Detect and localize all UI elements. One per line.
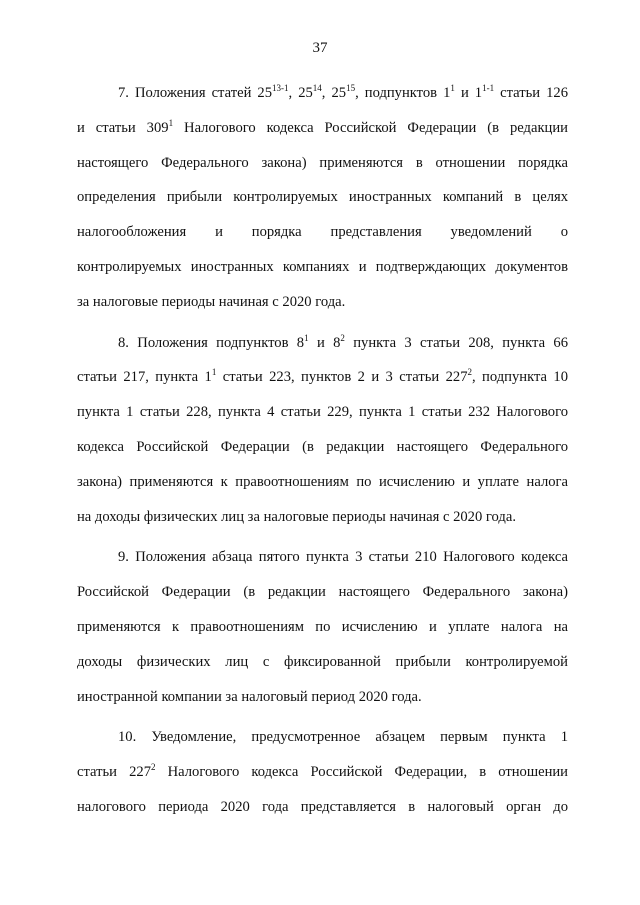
text-run: определения прибыли контролируемых иностранных компаний в целях <box>77 189 568 206</box>
text-run: Российской Федерации (в редакции настоящего Федерального закона) <box>77 584 568 601</box>
text-run: закона) применяются к правоотношениям по исчислению и уплате налога <box>77 473 568 490</box>
text-line <box>77 76 568 111</box>
text-line <box>77 326 568 361</box>
text-run: , подпунктов 1 <box>355 85 451 101</box>
text-line <box>77 790 568 825</box>
text-run: , 25 <box>288 85 313 101</box>
paragraph-9 <box>77 540 568 714</box>
superscript-index: 1 <box>168 117 174 128</box>
text-run: налогового периода 2020 года представляется в налоговый орган до <box>77 798 568 815</box>
text-line <box>77 180 568 215</box>
text-run: 8. Положения подпунктов 8 <box>118 334 305 351</box>
superscript-index: 1 <box>304 332 309 343</box>
text-run: доходы физических лиц с фиксированной прибыли контролируемой <box>77 653 568 670</box>
text-line <box>77 111 568 146</box>
text-line <box>77 610 568 645</box>
text-line <box>77 540 568 575</box>
paragraph-8 <box>77 326 568 535</box>
superscript-index: 1 <box>211 367 217 378</box>
text-run: 10. Уведомление, предусмотренное абзацем первым пункта 1 <box>118 729 568 746</box>
superscript-index: 2 <box>467 367 473 378</box>
text-line <box>77 575 568 610</box>
text-run: пункта 1 статьи 228, пункта 4 статьи 229, пункта 1 статьи 232 Налогового <box>77 404 568 421</box>
text-line <box>77 465 568 500</box>
text-line <box>77 395 568 430</box>
text-run: Налогового кодекса Российской Федерации, в отношении <box>155 764 568 781</box>
text-run: и 1 <box>454 85 483 101</box>
text-line <box>77 645 568 680</box>
paragraph-10 <box>77 720 568 824</box>
superscript-index: 15 <box>346 83 356 93</box>
text-run: 9. Положения абзаца пятого пункта 3 статьи 210 Налогового кодекса <box>118 549 568 566</box>
text-run: , 25 <box>321 85 347 101</box>
text-line <box>77 250 568 285</box>
text-run: пункта 3 статьи 208, пункта 66 <box>344 334 568 351</box>
text-run: применяются к правоотношениям по исчислению и уплате налога на <box>77 618 568 635</box>
text-line <box>77 680 568 715</box>
text-run: статьи 223, пунктов 2 и 3 статьи 227 <box>216 369 468 386</box>
superscript-index: 13-1 <box>272 83 289 93</box>
text-run: контролируемых иностранных компаниях и подтверждающих документов <box>77 258 568 275</box>
paragraph-7 <box>77 76 568 320</box>
text-line <box>77 146 568 181</box>
text-run: и статьи 309 <box>77 119 169 136</box>
text-run: на доходы физических лиц за налоговые периоды начиная с 2020 года. <box>77 508 516 525</box>
text-line <box>77 755 568 790</box>
superscript-index: 2 <box>340 332 345 343</box>
text-run: Налогового кодекса Российской Федерации (в редакции <box>173 119 568 136</box>
text-run: за налоговые периоды начиная с 2020 года. <box>77 293 346 310</box>
text-line <box>77 500 568 535</box>
text-line <box>77 360 568 395</box>
text-run: и 8 <box>308 334 341 351</box>
superscript-index: 2 <box>151 762 156 773</box>
superscript-index: 1-1 <box>482 83 495 93</box>
text-run: 7. Положения статей 25 <box>118 85 273 101</box>
text-line <box>77 430 568 465</box>
text-run: статьи 217, пункта 1 <box>77 369 212 386</box>
text-run: статьи 227 <box>77 764 151 781</box>
text-run: настоящего Федерального закона) применяются в отношении порядка <box>77 154 568 171</box>
page-number: 37 <box>312 40 328 56</box>
text-run: иностранной компании за налоговый период 2020 года. <box>77 688 422 705</box>
document-body <box>77 76 568 831</box>
text-line <box>77 285 568 320</box>
text-run: кодекса Российской Федерации (в редакции настоящего Федерального <box>77 438 568 455</box>
text-run: , подпункта 10 <box>472 369 569 386</box>
superscript-index: 14 <box>312 83 322 93</box>
text-line <box>77 720 568 755</box>
superscript-index: 1 <box>450 83 455 93</box>
text-line <box>77 215 568 250</box>
text-run: налогообложения и порядка представления уведомлений о <box>77 224 568 241</box>
text-run: статьи 126 <box>494 85 569 101</box>
